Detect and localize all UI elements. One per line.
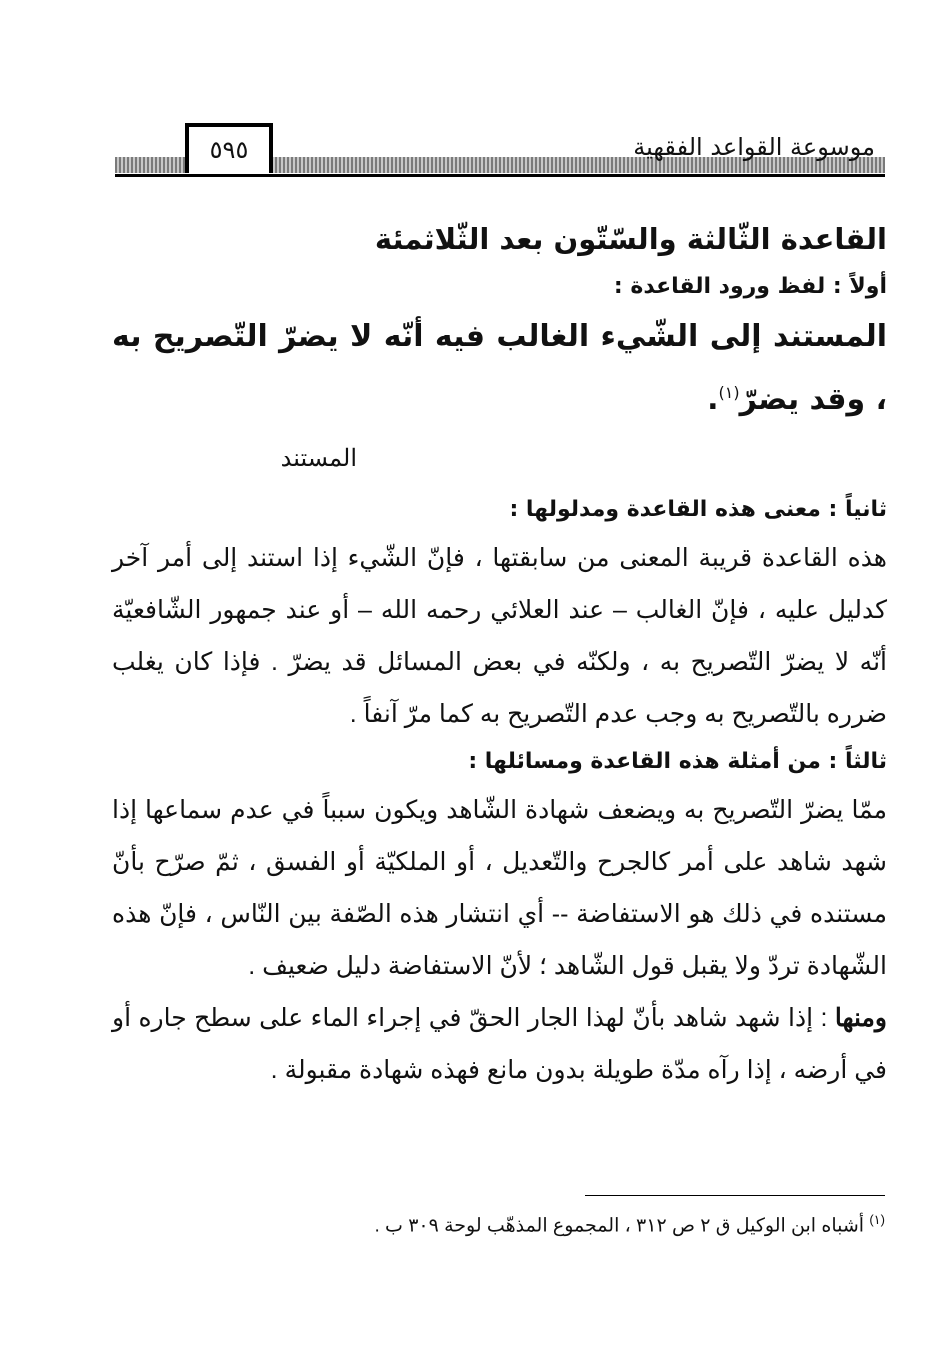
- examples-paragraph-2: [112, 992, 887, 1096]
- header-rule-line: [115, 174, 885, 177]
- footnote-marker: (١): [869, 1212, 885, 1227]
- handwritten-note: المستند: [280, 444, 357, 472]
- footnote-separator: [585, 1195, 885, 1196]
- footnote: [185, 1205, 885, 1241]
- rule-statement: [112, 309, 887, 428]
- section-heading-wording: أولاً : لفظ ورود القاعدة :: [613, 274, 887, 299]
- rule-statement-text: المستند إلى الشّيء الغالب فيه أنّه لا يضرّ التّصريح به ، وقد يضرّ: [112, 319, 887, 417]
- footnote-reference: (١): [718, 383, 740, 402]
- page-number: ٥٩٥: [185, 123, 273, 173]
- examples-paragraph-2-text: : إذا شهد شاهد بأنّ لهذا الجار الحقّ في إجراء الماء على سطح جاره أو في أرضه ، إذا رآه مدّة طويلة بدون مانع فهذه شهادة مقبولة .: [112, 1004, 887, 1084]
- meaning-paragraph: هذه القاعدة قريبة المعنى من سابقتها ، فإنّ الشّيء إذا استند إلى أمر آخر كدليل عليه ، فإنّ الغالب – عند العلائي رحمه الله – أو عند جمهور الشّافعيّة أنّه لا يضرّ التّصريح به ، ولكنّه في بعض المسائل قد يضرّ . فإذا كان يغلب ضرره بالتّصريح به وجب عدم التّصريح به كما مرّ آنفاً .: [112, 544, 887, 728]
- footnote-text: أشباه ابن الوكيل ق ٢ ص ٣١٢ ، المجموع المذهّب لوحة ٣٠٩ ب .: [374, 1215, 865, 1237]
- book-title: موسوعة القواعد الفقهية: [633, 133, 875, 161]
- examples-paragraph-1: ممّا يضرّ التّصريح به ويضعف شهادة الشّاهد ويكون سبباً في عدم سماعها إذا شهد شاهد على أمر كالجرح والتّعديل ، أو الملكيّة أو الفسق ، ثمّ صرّح بأنّ مستنده في ذلك هو الاستفاضة -- أي انتشار هذه الصّفة بين النّاس ، فإنّ هذه الشّهادة تردّ ولا يقبل قول الشّاهد ؛ لأنّ الاستفاضة دليل ضعيف .: [112, 796, 887, 980]
- rule-title: القاعدة الثّالثة والسّتّون بعد الثّلاثمئة: [374, 222, 887, 256]
- section-heading-examples: ثالثاً : من أمثلة هذه القاعدة ومسائلها :: [468, 749, 887, 774]
- page-content: [112, 205, 887, 1096]
- examples-paragraph-2-lead: ومنها: [834, 1004, 887, 1032]
- rule-statement-end: .: [707, 382, 719, 417]
- page-header: [115, 115, 885, 180]
- section-heading-meaning: ثانياً : معنى هذه القاعدة ومدلولها :: [509, 497, 887, 522]
